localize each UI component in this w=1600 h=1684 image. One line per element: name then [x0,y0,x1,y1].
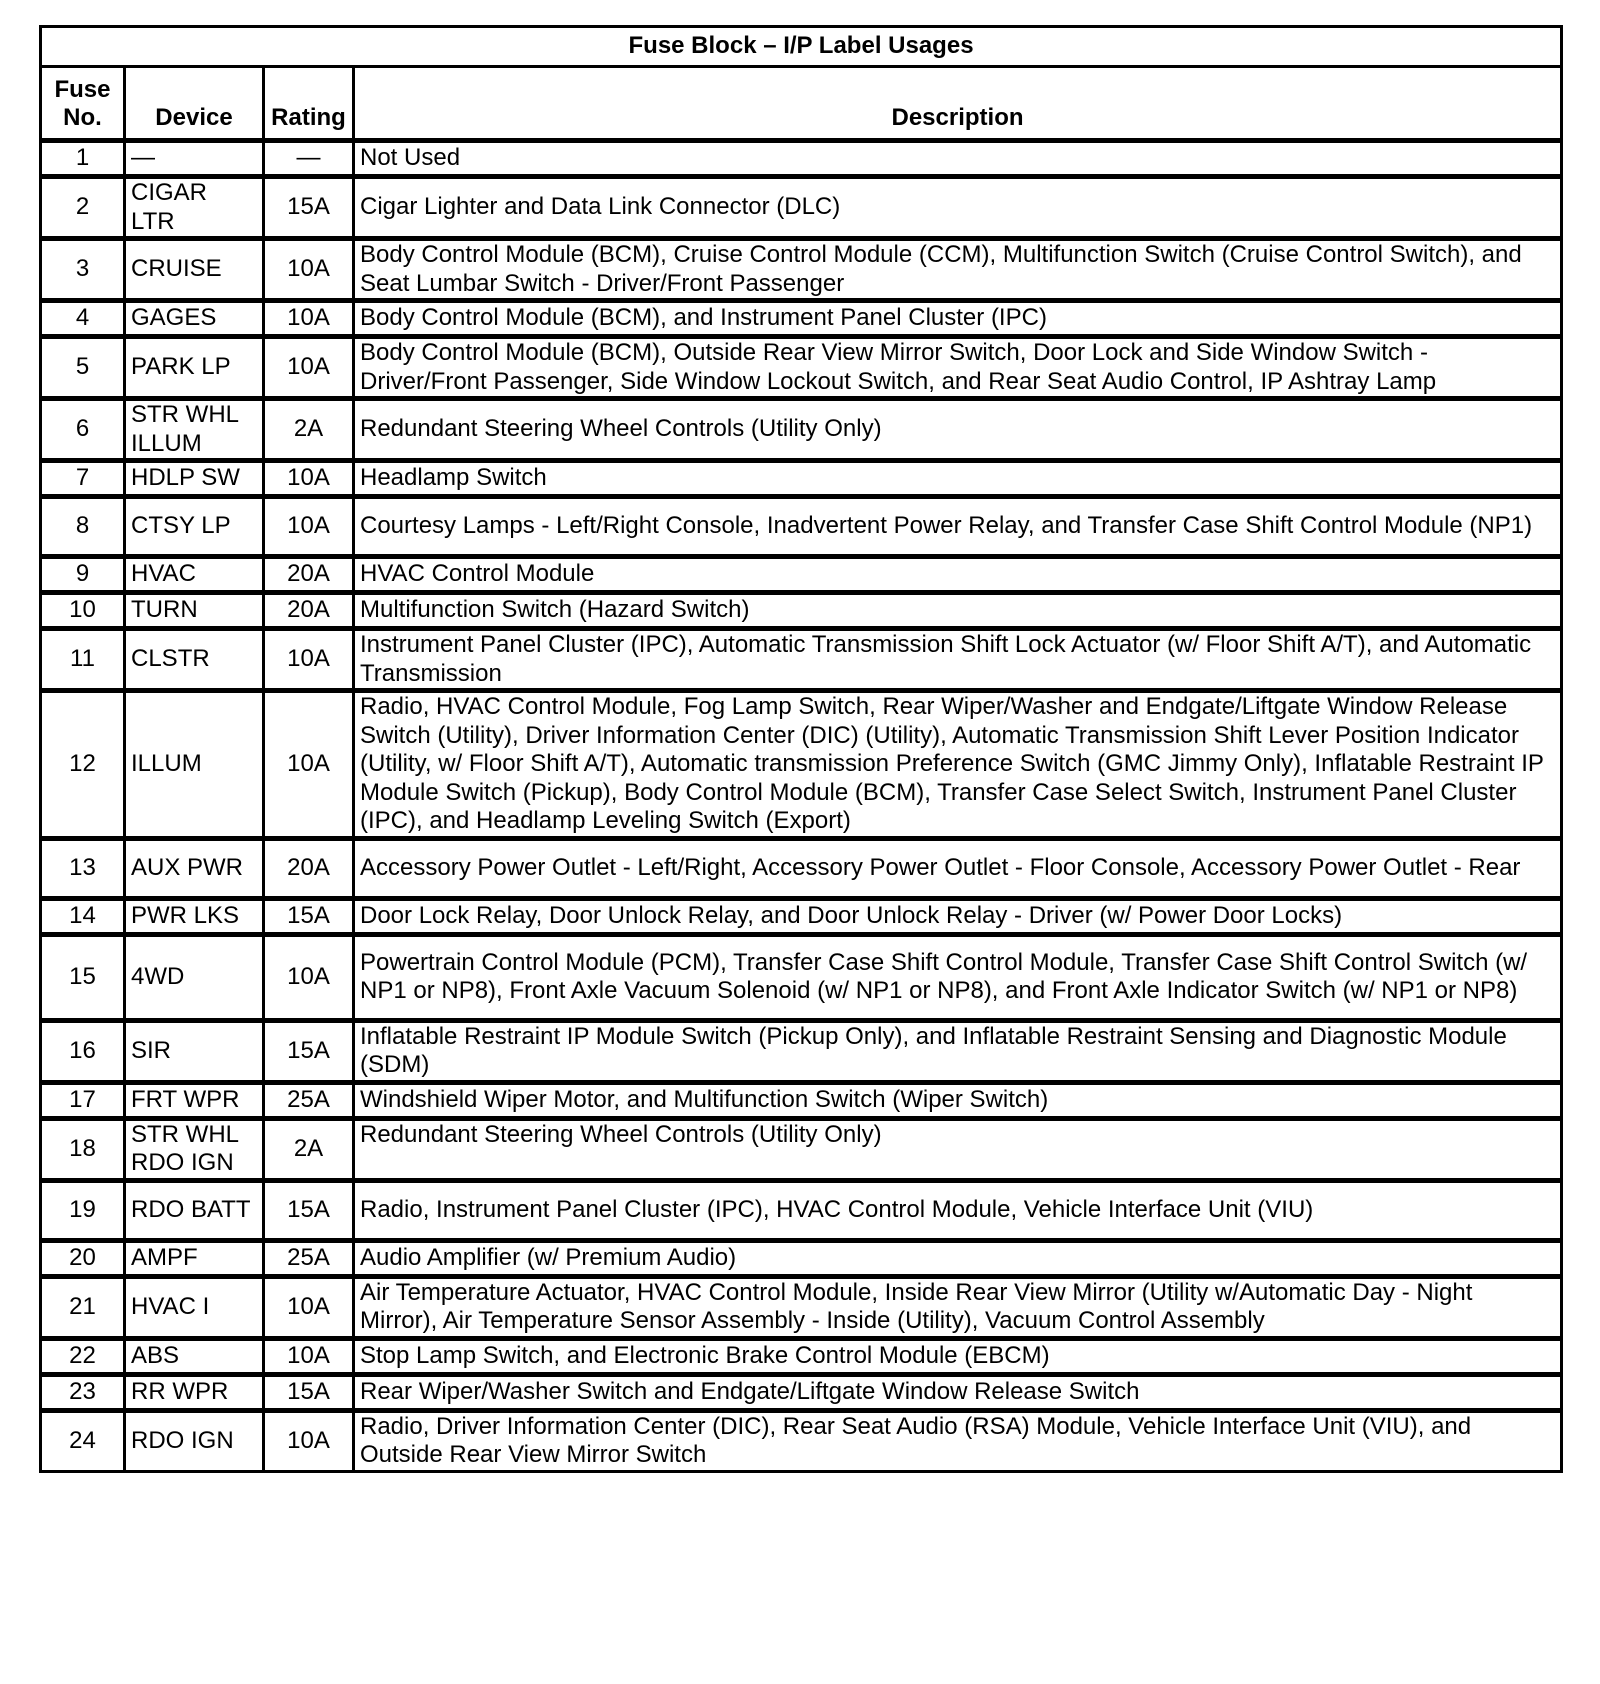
fuse-rating: 10A [264,1410,354,1471]
fuse-number: 18 [41,1118,125,1180]
fuse-rating: 20A [264,557,354,593]
device-label: ABS [125,1338,264,1374]
table-row [41,461,1562,497]
fuse-description: Headlamp Switch [354,461,1562,497]
device-label: PWR LKS [125,898,264,934]
fuse-number: 11 [41,629,125,691]
fuse-number: 7 [41,461,125,497]
device-label: CLSTR [125,629,264,691]
fuse-number: 9 [41,557,125,593]
fuse-description: Body Control Module (BCM), and Instrument Panel Cluster (IPC) [354,301,1562,337]
table-row [41,629,1562,691]
device-label: HVAC [125,557,264,593]
device-label: CIGAR LTR [125,177,264,239]
header-fuse-no: Fuse No. [41,67,125,141]
device-label: RR WPR [125,1374,264,1410]
fuse-number: 13 [41,838,125,898]
fuse-description: Radio, HVAC Control Module, Fog Lamp Switch, Rear Wiper/Washer and Endgate/Liftgate Window Release Switch (Utility), Driver Information Center (DIC) (Utility), Automatic Transmission Shift Lever Position Indicator (Utility, w/ Floor Shift A/T), Automatic transmission Preference Switch (GMC Jimmy Only), Inflatable Restraint IP Module Switch (Pickup), Body Control Module (BCM), Transfer Case Select Switch, Instrument Panel Cluster (IPC), and Headlamp Leveling Switch (Export) [354,691,1562,839]
fuse-rows [41,141,1562,1472]
fuse-rating: 25A [264,1240,354,1276]
fuse-description: Air Temperature Actuator, HVAC Control Module, Inside Rear View Mirror (Utility w/Automatic Day - Night Mirror), Air Temperature Sensor Assembly - Inside (Utility), Vacuum Control Assembly [354,1276,1562,1338]
table-row [41,1276,1562,1338]
fuse-rating: 10A [264,691,354,839]
fuse-description: Powertrain Control Module (PCM), Transfer Case Shift Control Module, Transfer Case Shift Control Switch (w/ NP1 or NP8), Front Axle Vacuum Solenoid (w/ NP1 or NP8), and Front Axle Indicator Switch (w/ NP1 or NP8) [354,934,1562,1020]
fuse-number: 4 [41,301,125,337]
device-label: — [125,141,264,177]
fuse-description: HVAC Control Module [354,557,1562,593]
device-label: CRUISE [125,239,264,301]
fuse-rating: 2A [264,399,354,461]
fuse-number: 8 [41,497,125,557]
table-row [41,898,1562,934]
table-row [41,1338,1562,1374]
fuse-number: 20 [41,1240,125,1276]
table-row [41,497,1562,557]
fuse-description: Cigar Lighter and Data Link Connector (DLC) [354,177,1562,239]
fuse-description: Instrument Panel Cluster (IPC), Automatic Transmission Shift Lock Actuator (w/ Floor Shift A/T), and Automatic Transmission [354,629,1562,691]
table-row [41,1240,1562,1276]
table-row [41,1020,1562,1082]
fuse-number: 2 [41,177,125,239]
fuse-description: Inflatable Restraint IP Module Switch (Pickup Only), and Inflatable Restraint Sensing and Diagnostic Module (SDM) [354,1020,1562,1082]
fuse-rating: 15A [264,898,354,934]
fuse-number: 5 [41,337,125,399]
fuse-description: Radio, Driver Information Center (DIC), Rear Seat Audio (RSA) Module, Vehicle Interface Unit (VIU), and Outside Rear View Mirror Switch [354,1410,1562,1471]
fuse-number: 1 [41,141,125,177]
fuse-rating: 10A [264,337,354,399]
header-rating: Rating [264,67,354,141]
fuse-number: 14 [41,898,125,934]
device-label: CTSY LP [125,497,264,557]
device-label: HDLP SW [125,461,264,497]
table-row [41,1180,1562,1240]
fuse-description: Stop Lamp Switch, and Electronic Brake Control Module (EBCM) [354,1338,1562,1374]
device-label: PARK LP [125,337,264,399]
fuse-rating: 20A [264,838,354,898]
fuse-rating: 10A [264,629,354,691]
device-label: RDO IGN [125,1410,264,1471]
device-label: TURN [125,593,264,629]
table-row [41,691,1562,839]
fuse-description: Redundant Steering Wheel Controls (Utility Only) [354,399,1562,461]
fuse-rating: 2A [264,1118,354,1180]
fuse-description: Courtesy Lamps - Left/Right Console, Inadvertent Power Relay, and Transfer Case Shift Control Module (NP1) [354,497,1562,557]
fuse-rating: 25A [264,1082,354,1118]
table-row [41,1374,1562,1410]
fuse-rating: 15A [264,1180,354,1240]
fuse-number: 17 [41,1082,125,1118]
fuse-rating: — [264,141,354,177]
fuse-description: Radio, Instrument Panel Cluster (IPC), HVAC Control Module, Vehicle Interface Unit (VIU) [354,1180,1562,1240]
fuse-description: Audio Amplifier (w/ Premium Audio) [354,1240,1562,1276]
header-description: Description [354,67,1562,141]
fuse-description: Windshield Wiper Motor, and Multifunction Switch (Wiper Switch) [354,1082,1562,1118]
device-label: HVAC I [125,1276,264,1338]
device-label: STR WHL ILLUM [125,399,264,461]
device-label: AMPF [125,1240,264,1276]
fuse-description: Body Control Module (BCM), Cruise Control Module (CCM), Multifunction Switch (Cruise Control Switch), and Seat Lumbar Switch - Driver/Front Passenger [354,239,1562,301]
table-row [41,337,1562,399]
fuse-number: 3 [41,239,125,301]
device-label: RDO BATT [125,1180,264,1240]
fuse-description: Not Used [354,141,1562,177]
fuse-number: 19 [41,1180,125,1240]
device-label: SIR [125,1020,264,1082]
fuse-rating: 10A [264,301,354,337]
table-row [41,557,1562,593]
table-row [41,593,1562,629]
table-row [41,1118,1562,1180]
fuse-number: 6 [41,399,125,461]
fuse-table [39,25,1563,1473]
fuse-number: 22 [41,1338,125,1374]
fuse-number: 15 [41,934,125,1020]
device-label: GAGES [125,301,264,337]
fuse-number: 16 [41,1020,125,1082]
device-label: 4WD [125,934,264,1020]
fuse-description: Body Control Module (BCM), Outside Rear View Mirror Switch, Door Lock and Side Window Switch - Driver/Front Passenger, Side Window Lockout Switch, and Rear Seat Audio Control, IP Ashtray Lamp [354,337,1562,399]
fuse-rating: 10A [264,461,354,497]
fuse-rating: 10A [264,1276,354,1338]
fuse-number: 21 [41,1276,125,1338]
fuse-number: 23 [41,1374,125,1410]
fuse-number: 10 [41,593,125,629]
device-label: AUX PWR [125,838,264,898]
table-row [41,934,1562,1020]
fuse-number: 24 [41,1410,125,1471]
device-label: FRT WPR [125,1082,264,1118]
fuse-description: Accessory Power Outlet - Left/Right, Accessory Power Outlet - Floor Console, Accessory Power Outlet - Rear [354,838,1562,898]
fuse-rating: 15A [264,1374,354,1410]
device-label: STR WHL RDO IGN [125,1118,264,1180]
fuse-description: Rear Wiper/Washer Switch and Endgate/Liftgate Window Release Switch [354,1374,1562,1410]
fuse-rating: 15A [264,177,354,239]
fuse-number: 12 [41,691,125,839]
table-row [41,1410,1562,1471]
fuse-rating: 10A [264,1338,354,1374]
table-row [41,239,1562,301]
table-title: Fuse Block – I/P Label Usages [41,27,1562,67]
table-row [41,141,1562,177]
table-row [41,838,1562,898]
table-row [41,399,1562,461]
table-row [41,177,1562,239]
fuse-rating: 15A [264,1020,354,1082]
fuse-rating: 10A [264,239,354,301]
table-row [41,301,1562,337]
header-device: Device [125,67,264,141]
fuse-rating: 10A [264,497,354,557]
fuse-rating: 20A [264,593,354,629]
fuse-description: Door Lock Relay, Door Unlock Relay, and Door Unlock Relay - Driver (w/ Power Door Locks) [354,898,1562,934]
fuse-description: Multifunction Switch (Hazard Switch) [354,593,1562,629]
table-row [41,1082,1562,1118]
fuse-rating: 10A [264,934,354,1020]
device-label: ILLUM [125,691,264,839]
fuse-description: Redundant Steering Wheel Controls (Utility Only) [354,1118,1562,1180]
